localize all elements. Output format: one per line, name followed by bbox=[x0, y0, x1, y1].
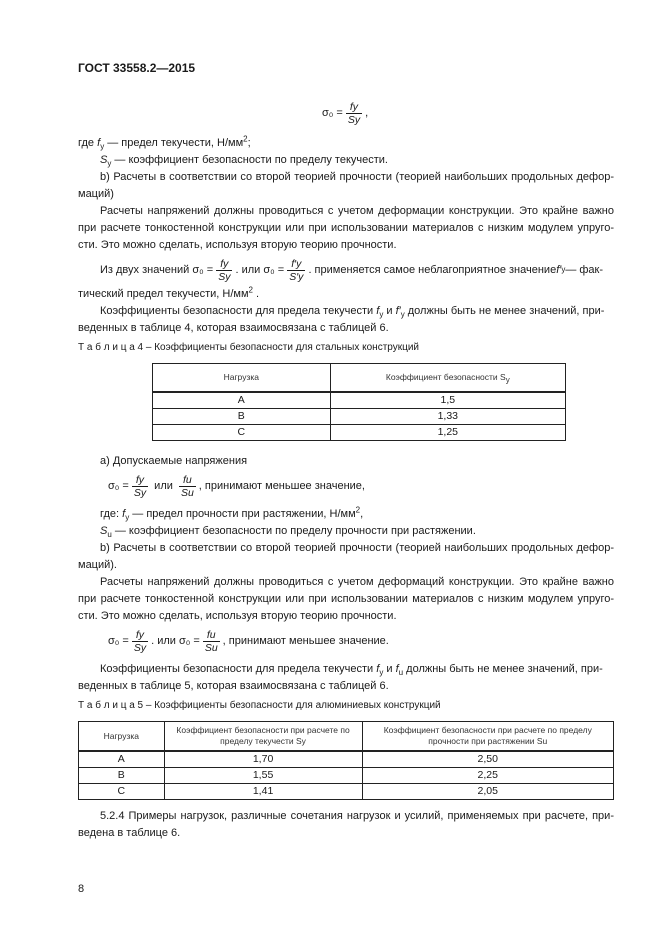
paragraph-calc2-line: сти. Это можно сделать, используя вторую теорию прочности. bbox=[78, 610, 397, 622]
where-sy: $S_y$ — коэффициент безопасности по пределу текучести. bbox=[100, 154, 388, 169]
paragraph-calc1: Расчеты напряжений должны проводиться с учетом деформации конструкции. Это крайне важно bbox=[100, 205, 614, 217]
page-number: 8 bbox=[78, 883, 85, 895]
table5-caption: Т а б л и ц а 5 – Коэффициенты безопасности для алюминиевых конструкций bbox=[78, 700, 441, 711]
table-row: A 1,5 bbox=[153, 392, 566, 409]
paragraph-calc1-line: сти. Это можно сделать, используя вторую теорию прочности. bbox=[78, 239, 397, 251]
paragraph-b2: b) Расчеты в соответствии со второй теорией прочности (теорией наибольших продольных дефор- bbox=[100, 542, 614, 554]
paragraph-5-2-4: 5.2.4 Примеры нагрузок, различные сочетания нагрузок и усилий, применяемых при расчете, при- bbox=[100, 810, 614, 822]
paragraph-two-values: Из двух значений σ₀ = $\frac{fy}{Sy}$ . или σ₀ = $\frac{f'y}{S'y}$ . применяется самое неблагоприятное значение f′ y — фак- bbox=[100, 257, 604, 283]
paragraph-a: а) Допускаемые напряжения bbox=[100, 455, 248, 467]
paragraph-calc2: Расчеты напряжений должны проводиться с учетом деформаций конструкции. Это крайне важно bbox=[100, 576, 614, 588]
table-row: B 1,55 2,25 bbox=[79, 768, 614, 784]
table5-header: Коэффициент безопасности при расчете по пределу текучести Sy bbox=[164, 722, 362, 752]
paragraph-b1-cont: маций) bbox=[78, 188, 114, 200]
table4 bbox=[152, 363, 566, 441]
paragraph-calc2-line: при расчете тонкостенной конструкции или при использовании материалов с низким модулем упруго- bbox=[78, 593, 614, 605]
paragraph-coef1-cont: веденных в таблице 4, которая взаимосвязана с таблицей 6. bbox=[78, 322, 389, 334]
page-content bbox=[78, 60, 614, 896]
where-su: $S_u$ — коэффициент безопасности по пределу прочности при растяжении. bbox=[100, 525, 476, 540]
table-row: A 1,70 2,50 bbox=[79, 751, 614, 768]
paragraph-coef1: Коэффициенты безопасности для предела текучести $f_y$ и $f'_y$ должны быть не менее значений, при- bbox=[100, 305, 605, 320]
table-row: C 1,41 2,05 bbox=[79, 784, 614, 800]
table4-caption: Т а б л и ц а 4 – Коэффициенты безопасности для стальных конструкций bbox=[78, 342, 420, 353]
table5-header: Коэффициент безопасности при расчете по пределу прочности при растяжении Su bbox=[362, 722, 613, 752]
paragraph-b2-cont: маций). bbox=[78, 559, 117, 571]
formula-second-theory: σ₀ = $\frac{fy}{Sy}$ . или σ₀ = $\frac{fu}{Su}$ , принимают меньшее значение. bbox=[108, 628, 389, 654]
formula-allowable: σ₀ = $\frac{fy}{Sy}$ или fu Su , принимают меньшее значение, bbox=[108, 473, 365, 499]
table5 bbox=[78, 721, 614, 800]
document-header: ГОСТ 33558.2—2015 bbox=[78, 61, 196, 75]
paragraph-calc1-line: при расчете тонкостенной конструкции или при использовании материалов с низким модулем упруго- bbox=[78, 222, 614, 234]
paragraph-coef2-cont: веденных в таблице 5, которая взаимосвязана с таблицей 6. bbox=[78, 680, 389, 692]
table-row: B 1,33 bbox=[153, 409, 566, 425]
paragraph-two-values-cont: тический предел текучести, $Н/мм^2$ . bbox=[78, 285, 260, 300]
paragraph-b1: b) Расчеты в соответствии со второй теорией прочности (теорией наибольших продольных дефор- bbox=[100, 171, 614, 183]
table4-header: Нагрузка bbox=[153, 364, 331, 393]
where-fy: где $f_y$ — предел текучести, $Н/мм^2$; bbox=[78, 134, 251, 152]
where-fy2: где: $f_y$ — предел прочности при растяжении, $Н/мм^2$, bbox=[100, 505, 364, 523]
table-row: C 1,25 bbox=[153, 425, 566, 441]
table5-header: Нагрузка bbox=[79, 722, 165, 752]
paragraph-coef2: Коэффициенты безопасности для предела текучести $f_y$ и $f_u$ должны быть не менее значений, при- bbox=[100, 663, 603, 678]
formula-sigma0: σ₀ = $\frac{fy}{Sy}$ , bbox=[322, 100, 369, 126]
table4-header: Коэффициент безопасности $S_y$ bbox=[330, 364, 565, 393]
paragraph-5-2-4-cont: ведена в таблице 6. bbox=[78, 827, 181, 839]
